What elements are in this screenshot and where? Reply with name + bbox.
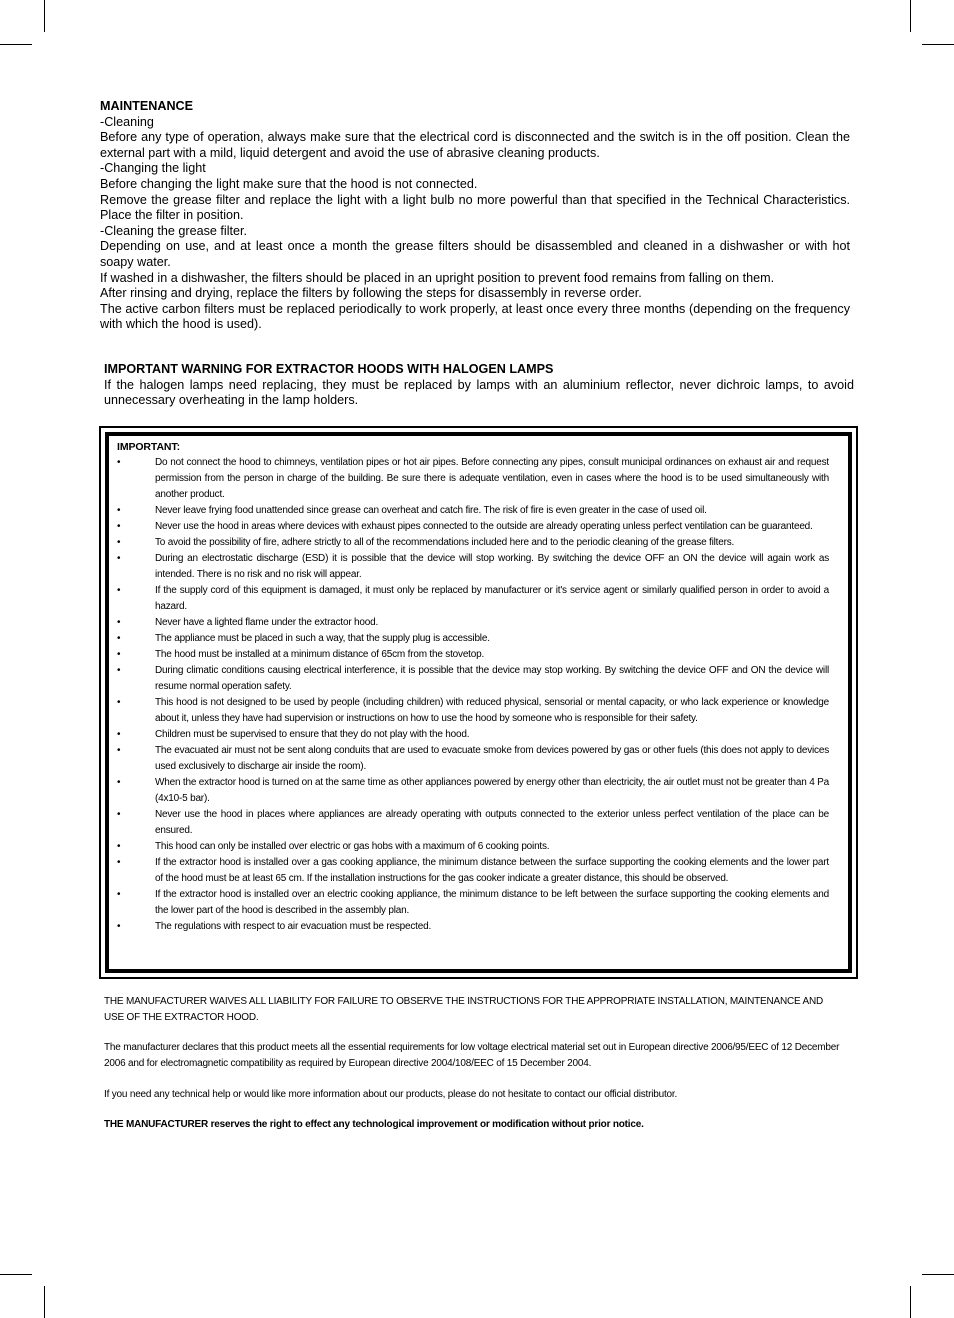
maintenance-line: -Changing the light (100, 161, 206, 176)
list-item-text: The appliance must be placed in such a way, that the supply plug is accessible. (155, 633, 490, 644)
crop-mark (910, 0, 911, 32)
crop-mark (0, 1274, 32, 1275)
bullet-icon: • (117, 889, 121, 900)
list-item (117, 775, 829, 807)
bullet-icon: • (117, 729, 121, 740)
crop-mark (922, 44, 954, 45)
list-item-text: When the extractor hood is turned on at the same time as other appliances powered by energy other than electricity, the air outlet must not be greater than 4 Pa (4x10-5 bar). (155, 777, 829, 804)
bullet-icon: • (117, 521, 121, 532)
help-notice (104, 1087, 844, 1103)
bullet-icon: • (117, 633, 121, 644)
halogen-warning-title: IMPORTANT WARNING FOR EXTRACTOR HOODS WITH HALOGEN LAMPS (104, 362, 554, 376)
declaration-notice (104, 1040, 844, 1071)
help-text: If you need any technical help or would like more information about our products, please do not hesitate to contact our official distributor. (104, 1089, 678, 1100)
crop-mark (910, 1286, 911, 1318)
liability-notice (104, 994, 844, 1025)
bullet-icon: • (117, 553, 121, 564)
rights-text: THE MANUFACTURER reserves the right to effect any technological improvement or modification without prior notice. (104, 1119, 644, 1130)
halogen-warning-text: If the halogen lamps need replacing, they must be replaced by lamps with an aluminium reflector, never dichroic lamps, to avoid unnecessary overheating in the lamp holders. (104, 377, 854, 408)
list-item (117, 455, 829, 503)
list-item-text: This hood is not designed to be used by people (including children) with reduced physical, sensorial or mental capacity, or who lack experience or knowledge about it, unless they have had supervision or instructions on how to use the hood by someone who is responsible for their safety. (155, 697, 829, 724)
bullet-icon: • (117, 745, 121, 756)
list-item-text: During an electrostatic discharge (ESD) it is possible that the device will stop working. By switching the device OFF an ON the device will again work as intended. There is no risk and no risk will appear. (155, 553, 829, 580)
liability-text: THE MANUFACTURER WAIVES ALL LIABILITY FOR FAILURE TO OBSERVE THE INSTRUCTIONS FOR THE APPROPRIATE INSTALLATION, MAINTENANCE AND USE OF THE EXTRACTOR HOOD. (104, 996, 824, 1023)
important-box-content (117, 439, 829, 935)
list-item (117, 743, 829, 775)
list-item-text: Never leave frying food unattended since grease can overheat and catch fire. The risk of fire is even greater in the case of used oil. (155, 505, 707, 516)
list-item (117, 855, 829, 887)
bullet-icon: • (117, 857, 121, 868)
list-item-text: The regulations with respect to air evacuation must be respected. (155, 921, 432, 932)
list-item-text: This hood can only be installed over electric or gas hobs with a maximum of 6 cooking points. (155, 841, 550, 852)
list-item-text: During climatic conditions causing electrical interference, it is possible that the device may stop working. By switching the device OFF and ON the device will resume normal operation safety. (155, 665, 829, 692)
list-item-text: Do not connect the hood to chimneys, ventilation pipes or hot air pipes. Before connecting any pipes, consult municipal ordinances on exhaust air and request permission from the person in charge of the building. Be sure there is adequate ventilation, even in cases where the hood is to be used simultaneously with another product. (155, 457, 829, 500)
list-item-text: To avoid the possibility of fire, adhere strictly to all of the recommendations included here and to the periodic cleaning of the grease filters. (155, 537, 735, 548)
list-item (117, 887, 829, 919)
bullet-icon: • (117, 537, 121, 548)
list-item-text: The hood must be installed at a minimum distance of 65cm from the stovetop. (155, 649, 485, 660)
bullet-icon: • (117, 505, 121, 516)
bullet-icon: • (117, 697, 121, 708)
list-item (117, 535, 829, 551)
important-list (117, 455, 829, 935)
list-item (117, 551, 829, 583)
maintenance-section (100, 99, 850, 333)
bullet-icon: • (117, 665, 121, 676)
list-item-text: Never use the hood in places where appliances are already operating with outputs connected to the exterior unless perfect ventilation of the place can be ensured. (155, 809, 829, 836)
bullet-icon: • (117, 777, 121, 788)
list-item (117, 919, 829, 935)
list-item (117, 839, 829, 855)
maintenance-line: If washed in a dishwasher, the filters should be placed in an upright position to prevent food remains from falling on them. (100, 270, 775, 285)
bullet-icon: • (117, 457, 121, 468)
crop-mark (0, 44, 32, 45)
bullet-icon: • (117, 809, 121, 820)
list-item (117, 663, 829, 695)
bullet-icon: • (117, 649, 121, 660)
bullet-icon: • (117, 921, 121, 932)
maintenance-line: Remove the grease filter and replace the light with a light bulb no more powerful than that specified in the Technical Characteristics. Place the filter in position. (100, 192, 850, 223)
maintenance-line: Before changing the light make sure that the hood is not connected. (100, 176, 478, 191)
maintenance-line: Before any type of operation, always make sure that the electrical cord is disconnected and the switch is in the off position. Clean the external part with a mild, liquid detergent and avoid the use of abrasive cleaning products. (100, 130, 850, 160)
rights-notice (104, 1117, 844, 1133)
list-item (117, 631, 829, 647)
list-item (117, 727, 829, 743)
list-item (117, 519, 829, 535)
list-item (117, 695, 829, 727)
maintenance-title: MAINTENANCE (100, 99, 194, 113)
maintenance-line: -Cleaning the grease filter. (100, 223, 248, 238)
list-item-text: If the supply cord of this equipment is damaged, it must only be replaced by manufacturer or it's service agent or similarly qualified person in order to avoid a hazard. (155, 585, 829, 612)
list-item-text: If the extractor hood is installed over a gas cooking appliance, the minimum distance between the surface supporting the cooking elements and the lower part of the hood must be at least 65 cm. If the installation instructions for the gas cooker indicate a greater distance, this should be observed. (155, 857, 829, 884)
list-item (117, 583, 829, 615)
declaration-text: The manufacturer declares that this product meets all the essential requirements for low voltage electrical material set out in European directive 2006/95/EEC of 12 December 2006 and for electromagnetic compatibility as required by European directive 2004/108/EEC of 15 December 2004. (104, 1042, 840, 1069)
list-item (117, 615, 829, 631)
crop-mark (922, 1274, 954, 1275)
bullet-icon: • (117, 617, 121, 628)
list-item-text: Never have a lighted flame under the extractor hood. (155, 617, 379, 628)
important-box (99, 426, 858, 979)
maintenance-line: Depending on use, and at least once a month the grease filters should be disassembled and cleaned in a dishwasher or with hot soapy water. (100, 239, 850, 269)
list-item-text: Children must be supervised to ensure that they do not play with the hood. (155, 729, 470, 740)
maintenance-line: The active carbon filters must be replaced periodically to work properly, at least once every three months (depending on the frequency with which the hood is used). (100, 301, 850, 332)
bullet-icon: • (117, 585, 121, 596)
crop-mark (44, 1286, 45, 1318)
list-item-text: The evacuated air must not be sent along conduits that are used to evacuate smoke from devices powered by gas or other fuels (this does not apply to devices used exclusively to discharge air inside the room). (155, 745, 829, 772)
crop-mark (44, 0, 45, 32)
halogen-warning-section (104, 362, 854, 409)
bullet-icon: • (117, 841, 121, 852)
list-item (117, 807, 829, 839)
list-item-text: Never use the hood in areas where devices with exhaust pipes connected to the outside are already operating unless perfect ventilation can be guaranteed. (155, 521, 813, 532)
important-title: IMPORTANT: (117, 441, 180, 453)
list-item-text: If the extractor hood is installed over an electric cooking appliance, the minimum distance to be left between the surface supporting the cooking elements and the lower part of the hood is described in the assembly plan. (155, 889, 829, 916)
maintenance-line: -Cleaning (100, 114, 154, 129)
maintenance-line: After rinsing and drying, replace the filters by following the steps for disassembly in reverse order. (100, 286, 642, 301)
list-item (117, 503, 829, 519)
list-item (117, 647, 829, 663)
